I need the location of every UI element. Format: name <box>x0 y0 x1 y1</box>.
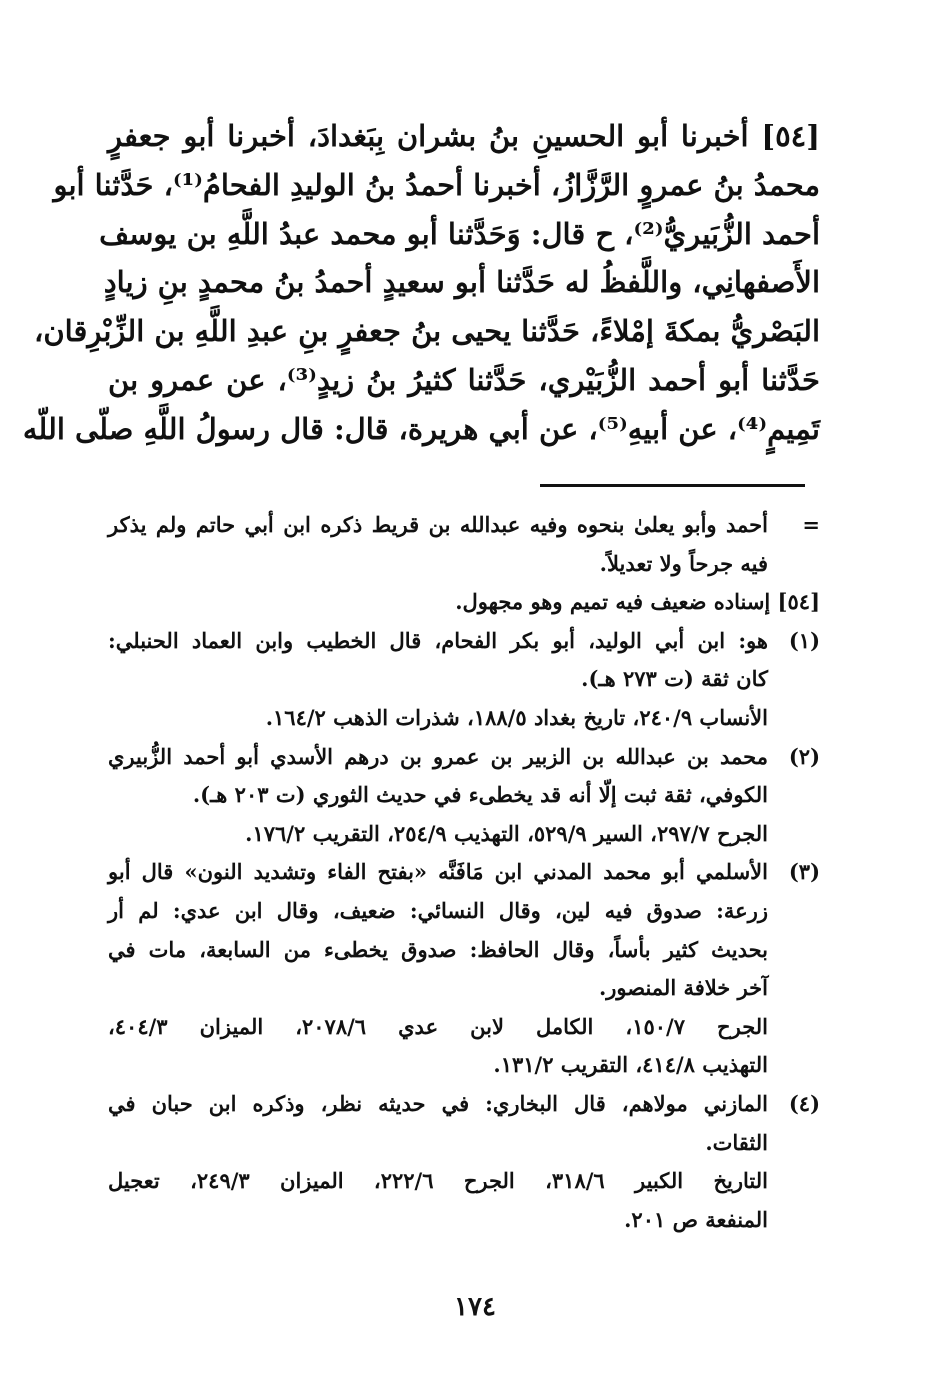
footnote-line <box>108 660 820 699</box>
footnotes <box>108 506 820 1239</box>
footnote-line <box>108 583 820 622</box>
text-line: [٥٤] أخبرنا أبو الحسينِ بنُ بشران بِبَغدادَ، أخبرنا أبو جعفرٍ <box>108 119 820 153</box>
footnote-line <box>108 931 820 970</box>
footnote-text: المازني مولاهم، قال البخاري: في حديثه نظر، وذكره ابن حبان في <box>108 1090 768 1116</box>
text-line: أحمد الزُّبَيريُّ⁽²⁾، ح قال: وَحَدَّثنا أبو محمد عبدُ اللَّهِ بن يوسف <box>99 216 820 251</box>
footnote-line <box>108 699 820 738</box>
footnote-separator <box>540 484 805 487</box>
footnote-line <box>108 622 820 661</box>
text-line: البَصْريُّ بمكةَ إمْلاءً، حَدَّثنا يحيى بنُ جعفرٍ بنِ عبدِ اللَّهِ بن الزِّبْرِقان، <box>33 314 820 349</box>
footnote-line <box>108 506 820 545</box>
footnote-marker: = <box>802 512 820 537</box>
footnote-text: الأنساب ٢٤٠/٩، تاريخ بغداد ١٨٨/٥، شذرات الذهب ١٦٤/٢. <box>265 704 768 730</box>
hadith-text <box>22 112 820 454</box>
text-line: محمدُ بنُ عمروٍ الرَّزَّازُ، أخبرنا أحمدُ بنُ الوليدِ الفحامُ⁽¹⁾، حَدَّثنا أبو <box>53 167 820 202</box>
footnote-line <box>108 815 820 854</box>
footnote-marker: (١) <box>788 627 820 653</box>
footnote-text: بحديث كثير بأساً، وقال الحافظ: صدوق يخطىء من السابعة، مات في <box>108 936 768 962</box>
footnote-marker: (٣) <box>788 859 820 885</box>
footnote-text: فيه جرحاً ولا تعديلاً. <box>599 550 768 576</box>
footnote-line <box>108 1046 820 1085</box>
footnote-line <box>108 1162 820 1201</box>
text-line: تَمِيمٍ⁽⁴⁾، عن أبيهِ⁽⁵⁾، عن أبي هريرة، قال: قال رسولُ اللَّهِ صلّى اللّه <box>22 411 820 446</box>
footnote-line <box>108 545 820 584</box>
footnote-text: [٥٤] إسناده ضعيف فيه تميم وهو مجهول. <box>455 589 820 615</box>
page-number: ١٧٤ <box>454 1292 496 1322</box>
footnote-line <box>108 1201 820 1240</box>
footnote-text: الثقات. <box>705 1129 768 1155</box>
footnote-text: زرعة: صدوق فيه لين، وقال النسائي: ضعيف، وقال ابن عدي: لم أر <box>108 897 768 923</box>
text-line: الأَصفهانِي، واللَّفظُ له حَدَّثنا أبو سعيدٍ أحمدُ بنُ محمدٍ بنِ زيادٍ <box>103 265 820 300</box>
footnote-text: الكوفي، ثقة ثبت إلّا أنه قد يخطىء في حديث الثوري (ت ٢٠٣ هـ). <box>192 782 768 808</box>
footnote-line <box>108 892 820 931</box>
footnote-marker: (٢) <box>788 743 820 769</box>
footnote-text: المنفعة ص ٢٠١. <box>624 1206 768 1232</box>
footnote-text: هو: ابن أبي الوليد، أبو بكر الفحام، قال الخطيب وابن العماد الحنبلي: <box>108 627 768 653</box>
footnote-text: آخر خلافة المنصور. <box>598 975 768 1001</box>
footnote-text: كان ثقة (ت ٢٧٣ هـ). <box>581 666 768 692</box>
footnote-text: الجرح ٢٩٧/٧، السير ٥٢٩/٩، التهذيب ٢٥٤/٩، التقريب ١٧٦/٢. <box>245 820 768 846</box>
footnote-text: الأسلمي أبو محمد المدني ابن مَافَنَّه «بفتح الفاء وتشديد النون» قال أبو <box>108 859 768 885</box>
footnote-text: الجرح ١٥٠/٧، الكامل لابن عدي ٢٠٧٨/٦، الميزان ٤٠٤/٣، <box>108 1013 768 1039</box>
footnote-text: التهذيب ٤١٤/٨، التقريب ١٣١/٢. <box>493 1052 768 1078</box>
footnote-line <box>108 1124 820 1163</box>
footnote-line <box>108 1008 820 1047</box>
footnote-marker: (٤) <box>788 1090 820 1116</box>
footnote-line <box>108 738 820 777</box>
footnote-text: أحمد وأبو يعلىٰ بنحوه وفيه عبدالله بن قريط ذكره ابن أبي حاتم ولم يذكر <box>108 512 768 537</box>
footnote-line <box>108 776 820 815</box>
footnote-line <box>108 853 820 892</box>
footnote-text: محمد بن عبدالله بن الزبير بن عمرو بن درهم الأسدي أبو أحمد الزُّبيري <box>108 743 768 769</box>
footnote-line <box>108 969 820 1008</box>
text-line: حَدَّثنا أبو أحمد الزُّبَيْري، حَدَّثنا كثيرُ بنُ زيدٍ⁽³⁾، عن عمرو بن <box>108 362 820 397</box>
footnote-line <box>108 1085 820 1124</box>
footnote-text: التاريخ الكبير ٣١٨/٦، الجرح ٢٢٢/٦، الميزان ٢٤٩/٣، تعجيل <box>108 1168 768 1194</box>
